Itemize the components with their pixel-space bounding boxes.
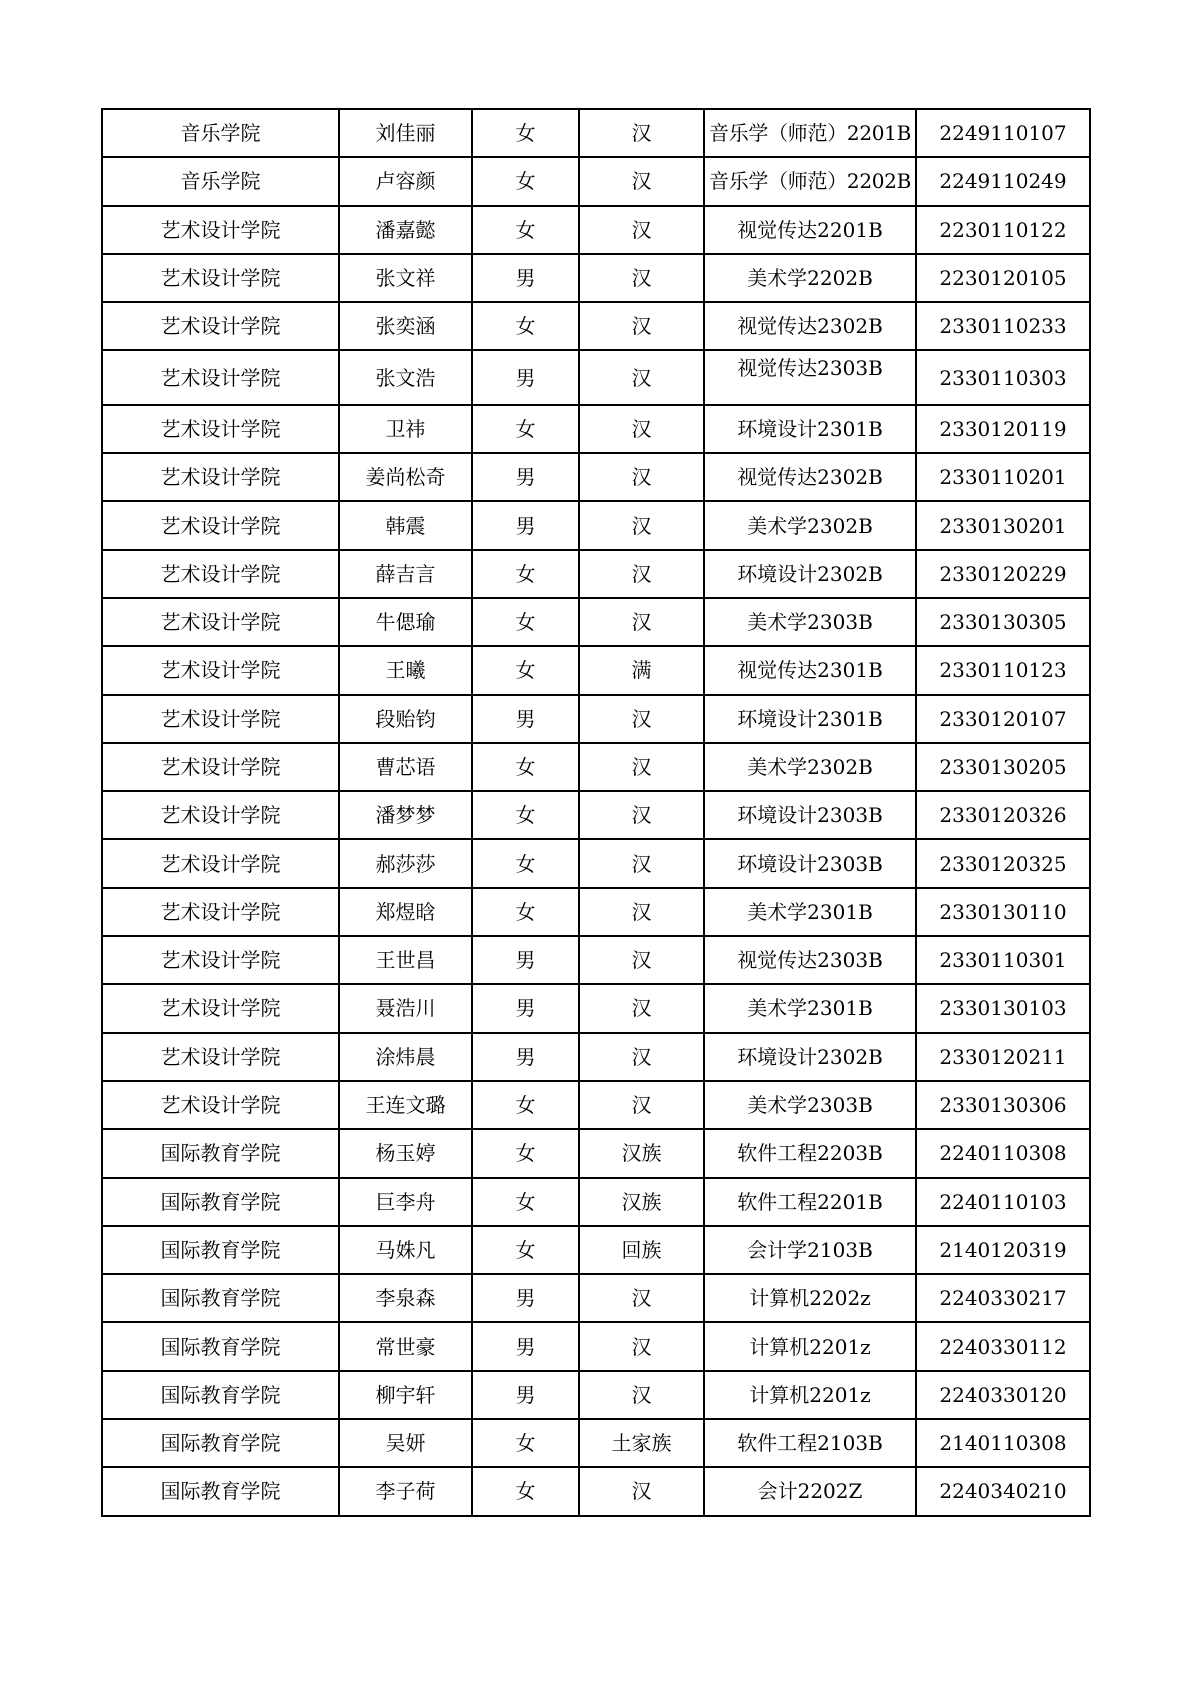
student-roster-table xyxy=(101,108,1091,1517)
name-cell: 常世豪 xyxy=(339,1322,472,1370)
student-id-cell: 2330120211 xyxy=(916,1033,1090,1081)
college-cell: 艺术设计学院 xyxy=(102,888,339,936)
student-id-cell: 2330130103 xyxy=(916,984,1090,1032)
class-cell: 美术学2202B xyxy=(704,254,916,302)
college-cell: 艺术设计学院 xyxy=(102,936,339,984)
class-cell: 视觉传达2301B xyxy=(704,646,916,694)
ethnicity-cell: 汉 xyxy=(579,984,704,1032)
gender-cell: 女 xyxy=(472,791,579,839)
ethnicity-cell: 汉 xyxy=(579,453,704,501)
class-cell: 环境设计2302B xyxy=(704,550,916,598)
ethnicity-cell: 汉 xyxy=(579,1274,704,1322)
gender-cell: 女 xyxy=(472,598,579,646)
student-id-cell: 2330130305 xyxy=(916,598,1090,646)
gender-cell: 女 xyxy=(472,206,579,254)
gender-cell: 女 xyxy=(472,1419,579,1467)
ethnicity-cell: 回族 xyxy=(579,1226,704,1274)
gender-cell: 男 xyxy=(472,984,579,1032)
student-id-cell: 2240340210 xyxy=(916,1467,1090,1515)
student-id-cell: 2140120319 xyxy=(916,1226,1090,1274)
student-id-cell: 2330110201 xyxy=(916,453,1090,501)
name-cell: 涂炜晨 xyxy=(339,1033,472,1081)
name-cell: 柳宇轩 xyxy=(339,1371,472,1419)
ethnicity-cell: 汉 xyxy=(579,157,704,205)
gender-cell: 男 xyxy=(472,350,579,404)
college-cell: 艺术设计学院 xyxy=(102,350,339,404)
class-cell: 软件工程2203B xyxy=(704,1129,916,1177)
ethnicity-cell: 汉 xyxy=(579,109,704,157)
name-cell: 张文祥 xyxy=(339,254,472,302)
college-cell: 艺术设计学院 xyxy=(102,550,339,598)
name-cell: 韩震 xyxy=(339,501,472,549)
college-cell: 国际教育学院 xyxy=(102,1178,339,1226)
student-id-cell: 2330130201 xyxy=(916,501,1090,549)
table-row xyxy=(102,695,1090,743)
college-cell: 艺术设计学院 xyxy=(102,839,339,887)
college-cell: 艺术设计学院 xyxy=(102,984,339,1032)
name-cell: 牛偲瑜 xyxy=(339,598,472,646)
name-cell: 马姝凡 xyxy=(339,1226,472,1274)
class-cell: 计算机2202z xyxy=(704,1274,916,1322)
table-row xyxy=(102,1371,1090,1419)
gender-cell: 女 xyxy=(472,743,579,791)
class-cell: 环境设计2301B xyxy=(704,695,916,743)
class-cell: 音乐学（师范）2202B xyxy=(704,157,916,205)
college-cell: 国际教育学院 xyxy=(102,1274,339,1322)
gender-cell: 女 xyxy=(472,157,579,205)
name-cell: 潘嘉懿 xyxy=(339,206,472,254)
gender-cell: 男 xyxy=(472,695,579,743)
gender-cell: 女 xyxy=(472,1178,579,1226)
class-cell: 美术学2302B xyxy=(704,501,916,549)
ethnicity-cell: 汉 xyxy=(579,1033,704,1081)
name-cell: 曹芯语 xyxy=(339,743,472,791)
class-cell: 软件工程2103B xyxy=(704,1419,916,1467)
ethnicity-cell: 汉 xyxy=(579,839,704,887)
college-cell: 艺术设计学院 xyxy=(102,743,339,791)
gender-cell: 女 xyxy=(472,550,579,598)
name-cell: 潘梦梦 xyxy=(339,791,472,839)
table-row xyxy=(102,1467,1090,1515)
name-cell: 姜尚松奇 xyxy=(339,453,472,501)
class-cell: 音乐学（师范）2201B xyxy=(704,109,916,157)
name-cell: 刘佳丽 xyxy=(339,109,472,157)
college-cell: 国际教育学院 xyxy=(102,1419,339,1467)
roster-sheet xyxy=(101,108,1091,1517)
ethnicity-cell: 汉 xyxy=(579,936,704,984)
table-row xyxy=(102,936,1090,984)
class-cell: 环境设计2303B xyxy=(704,791,916,839)
name-cell: 王曦 xyxy=(339,646,472,694)
college-cell: 艺术设计学院 xyxy=(102,501,339,549)
college-cell: 艺术设计学院 xyxy=(102,1081,339,1129)
ethnicity-cell: 汉 xyxy=(579,206,704,254)
table-row xyxy=(102,888,1090,936)
college-cell: 艺术设计学院 xyxy=(102,791,339,839)
ethnicity-cell: 汉 xyxy=(579,695,704,743)
class-cell: 会计2202Z xyxy=(704,1467,916,1515)
table-row xyxy=(102,157,1090,205)
gender-cell: 男 xyxy=(472,1322,579,1370)
student-id-cell: 2249110107 xyxy=(916,109,1090,157)
student-id-cell: 2230110122 xyxy=(916,206,1090,254)
name-cell: 卫祎 xyxy=(339,405,472,453)
college-cell: 艺术设计学院 xyxy=(102,646,339,694)
ethnicity-cell: 汉 xyxy=(579,1467,704,1515)
student-id-cell: 2330120107 xyxy=(916,695,1090,743)
gender-cell: 女 xyxy=(472,1129,579,1177)
class-cell: 视觉传达2201B xyxy=(704,206,916,254)
table-row xyxy=(102,550,1090,598)
college-cell: 国际教育学院 xyxy=(102,1129,339,1177)
name-cell: 张文浩 xyxy=(339,350,472,404)
gender-cell: 女 xyxy=(472,1467,579,1515)
name-cell: 张奕涵 xyxy=(339,302,472,350)
ethnicity-cell: 汉 xyxy=(579,1322,704,1370)
college-cell: 艺术设计学院 xyxy=(102,405,339,453)
roster-body xyxy=(102,109,1090,1516)
student-id-cell: 2330120326 xyxy=(916,791,1090,839)
ethnicity-cell: 汉 xyxy=(579,501,704,549)
class-cell: 美术学2301B xyxy=(704,888,916,936)
table-row xyxy=(102,1129,1090,1177)
college-cell: 艺术设计学院 xyxy=(102,1033,339,1081)
name-cell: 薛吉言 xyxy=(339,550,472,598)
class-cell: 美术学2303B xyxy=(704,1081,916,1129)
class-cell: 美术学2303B xyxy=(704,598,916,646)
ethnicity-cell: 汉 xyxy=(579,598,704,646)
student-id-cell: 2330120325 xyxy=(916,839,1090,887)
class-cell: 环境设计2301B xyxy=(704,405,916,453)
gender-cell: 女 xyxy=(472,302,579,350)
name-cell: 卢容颜 xyxy=(339,157,472,205)
gender-cell: 女 xyxy=(472,888,579,936)
college-cell: 国际教育学院 xyxy=(102,1371,339,1419)
student-id-cell: 2240110103 xyxy=(916,1178,1090,1226)
student-id-cell: 2330110233 xyxy=(916,302,1090,350)
class-cell: 软件工程2201B xyxy=(704,1178,916,1226)
gender-cell: 男 xyxy=(472,1371,579,1419)
name-cell: 段贻钧 xyxy=(339,695,472,743)
class-cell: 视觉传达2303B xyxy=(704,350,916,404)
class-cell: 环境设计2303B xyxy=(704,839,916,887)
name-cell: 巨李舟 xyxy=(339,1178,472,1226)
college-cell: 艺术设计学院 xyxy=(102,453,339,501)
table-row xyxy=(102,1322,1090,1370)
ethnicity-cell: 汉 xyxy=(579,550,704,598)
name-cell: 李子荷 xyxy=(339,1467,472,1515)
ethnicity-cell: 土家族 xyxy=(579,1419,704,1467)
gender-cell: 女 xyxy=(472,646,579,694)
class-cell: 环境设计2302B xyxy=(704,1033,916,1081)
student-id-cell: 2230120105 xyxy=(916,254,1090,302)
college-cell: 音乐学院 xyxy=(102,109,339,157)
student-id-cell: 2330110303 xyxy=(916,350,1090,404)
ethnicity-cell: 汉 xyxy=(579,791,704,839)
student-id-cell: 2330120229 xyxy=(916,550,1090,598)
table-row xyxy=(102,839,1090,887)
college-cell: 艺术设计学院 xyxy=(102,206,339,254)
table-row xyxy=(102,984,1090,1032)
student-id-cell: 2240330217 xyxy=(916,1274,1090,1322)
ethnicity-cell: 汉 xyxy=(579,1371,704,1419)
ethnicity-cell: 汉 xyxy=(579,302,704,350)
table-row xyxy=(102,1178,1090,1226)
class-cell: 视觉传达2303B xyxy=(704,936,916,984)
table-row xyxy=(102,206,1090,254)
college-cell: 艺术设计学院 xyxy=(102,695,339,743)
student-id-cell: 2330110123 xyxy=(916,646,1090,694)
student-id-cell: 2330130110 xyxy=(916,888,1090,936)
college-cell: 艺术设计学院 xyxy=(102,254,339,302)
gender-cell: 男 xyxy=(472,453,579,501)
gender-cell: 男 xyxy=(472,1033,579,1081)
table-row xyxy=(102,1419,1090,1467)
student-id-cell: 2249110249 xyxy=(916,157,1090,205)
gender-cell: 男 xyxy=(472,254,579,302)
ethnicity-cell: 汉族 xyxy=(579,1129,704,1177)
gender-cell: 男 xyxy=(472,936,579,984)
name-cell: 郑煜晗 xyxy=(339,888,472,936)
gender-cell: 女 xyxy=(472,109,579,157)
gender-cell: 女 xyxy=(472,405,579,453)
gender-cell: 女 xyxy=(472,1226,579,1274)
table-row xyxy=(102,254,1090,302)
student-id-cell: 2330130205 xyxy=(916,743,1090,791)
table-row xyxy=(102,598,1090,646)
student-id-cell: 2140110308 xyxy=(916,1419,1090,1467)
college-cell: 国际教育学院 xyxy=(102,1322,339,1370)
student-id-cell: 2330130306 xyxy=(916,1081,1090,1129)
table-row xyxy=(102,743,1090,791)
class-cell: 美术学2301B xyxy=(704,984,916,1032)
class-cell: 计算机2201z xyxy=(704,1322,916,1370)
college-cell: 音乐学院 xyxy=(102,157,339,205)
table-row xyxy=(102,350,1090,404)
class-cell: 视觉传达2302B xyxy=(704,302,916,350)
name-cell: 李泉森 xyxy=(339,1274,472,1322)
college-cell: 国际教育学院 xyxy=(102,1467,339,1515)
ethnicity-cell: 汉 xyxy=(579,888,704,936)
table-row xyxy=(102,453,1090,501)
student-id-cell: 2330120119 xyxy=(916,405,1090,453)
name-cell: 郝莎莎 xyxy=(339,839,472,887)
class-cell: 视觉传达2302B xyxy=(704,453,916,501)
college-cell: 艺术设计学院 xyxy=(102,598,339,646)
gender-cell: 女 xyxy=(472,839,579,887)
table-row xyxy=(102,646,1090,694)
college-cell: 国际教育学院 xyxy=(102,1226,339,1274)
name-cell: 王世昌 xyxy=(339,936,472,984)
table-row xyxy=(102,1033,1090,1081)
name-cell: 王连文璐 xyxy=(339,1081,472,1129)
table-row xyxy=(102,1226,1090,1274)
table-row xyxy=(102,1274,1090,1322)
table-row xyxy=(102,501,1090,549)
class-cell: 美术学2302B xyxy=(704,743,916,791)
ethnicity-cell: 汉 xyxy=(579,405,704,453)
ethnicity-cell: 汉 xyxy=(579,350,704,404)
ethnicity-cell: 汉 xyxy=(579,254,704,302)
ethnicity-cell: 汉 xyxy=(579,743,704,791)
student-id-cell: 2240110308 xyxy=(916,1129,1090,1177)
class-cell: 会计学2103B xyxy=(704,1226,916,1274)
ethnicity-cell: 汉 xyxy=(579,1081,704,1129)
name-cell: 聂浩川 xyxy=(339,984,472,1032)
ethnicity-cell: 满 xyxy=(579,646,704,694)
name-cell: 吴妍 xyxy=(339,1419,472,1467)
gender-cell: 男 xyxy=(472,1274,579,1322)
student-id-cell: 2240330120 xyxy=(916,1371,1090,1419)
student-id-cell: 2240330112 xyxy=(916,1322,1090,1370)
table-row xyxy=(102,302,1090,350)
table-row xyxy=(102,1081,1090,1129)
name-cell: 杨玉婷 xyxy=(339,1129,472,1177)
table-row xyxy=(102,109,1090,157)
gender-cell: 女 xyxy=(472,1081,579,1129)
student-id-cell: 2330110301 xyxy=(916,936,1090,984)
class-cell: 计算机2201z xyxy=(704,1371,916,1419)
ethnicity-cell: 汉族 xyxy=(579,1178,704,1226)
table-row xyxy=(102,405,1090,453)
table-row xyxy=(102,791,1090,839)
gender-cell: 男 xyxy=(472,501,579,549)
college-cell: 艺术设计学院 xyxy=(102,302,339,350)
